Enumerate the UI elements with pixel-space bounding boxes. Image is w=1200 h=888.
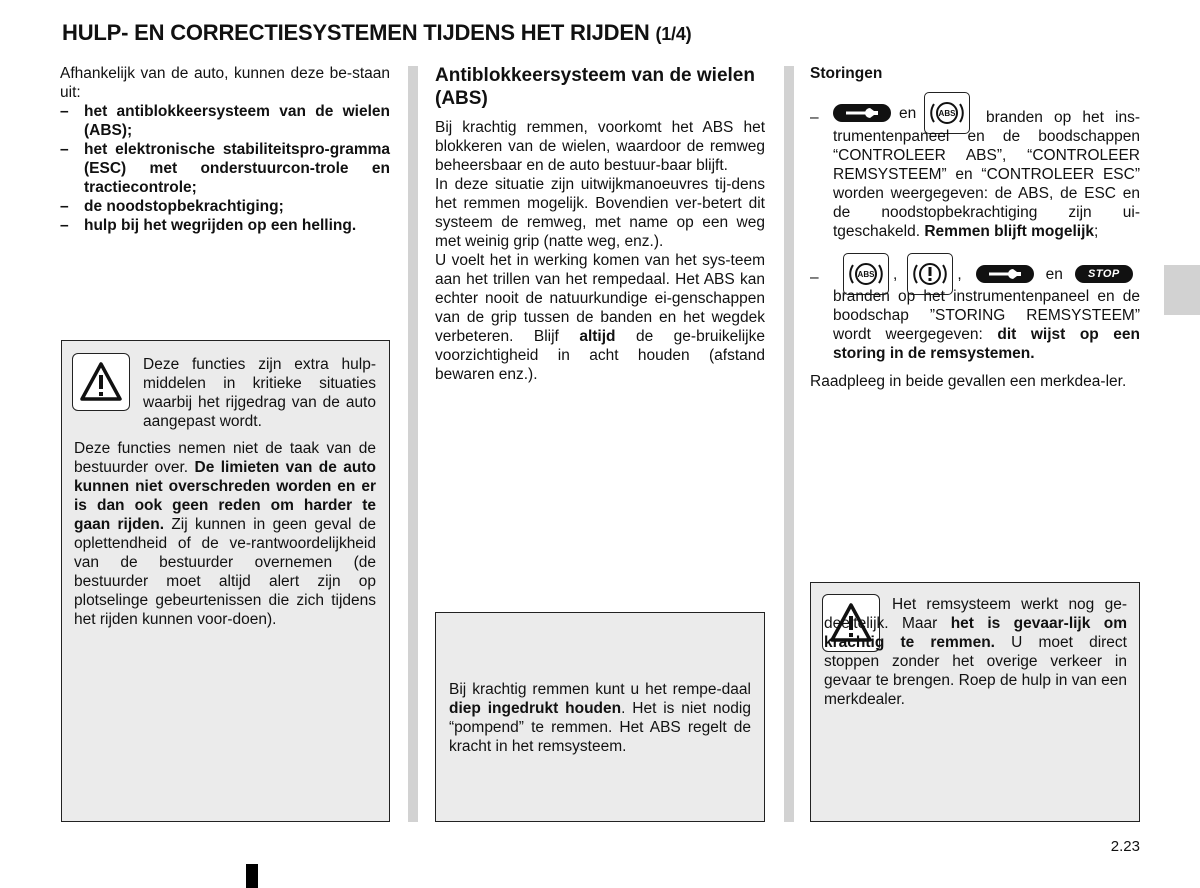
faults-heading: Storingen — [810, 65, 883, 82]
abs-note-box — [435, 612, 765, 822]
abs-paragraph-3: U voelt het in werking komen van het sys-teem aan het trillen van het rempedaal. Het ABS kan echter nooit de natuurkundige ei-genschappen van de grip tussen de banden en het wegdek verbeteren. Blijf altijd de ge-bruikelijke voorzichtigheid in acht houden (afstand bewaren enz.). — [435, 252, 765, 383]
crop-mark — [246, 864, 258, 888]
page-number: 2.23 — [1110, 838, 1140, 855]
left-warning-box — [61, 340, 390, 822]
fault-item-2-text: branden op het instrumentenpaneel en de boodschap ”STORING REMSYSTEEM” wordt weergegeven: dit wijst op een storing in de remsystemen. — [833, 288, 1141, 362]
stop-icon: STOP — [1075, 265, 1133, 283]
feature-list — [60, 102, 390, 235]
title-text: HULP- EN CORRECTIESYSTEMEN TIJDENS HET RIJDEN — [62, 20, 650, 45]
right-warning-text: Het remsysteem werkt nog ge-deeltelijk. Maar het is gevaar-lijk om krachtig te remmen. U moet direct stoppen zonder het overige verkeer in gevaar te brengen. Roep de hulp in van een merkdealer. — [824, 596, 1128, 708]
wrench-icon — [976, 265, 1034, 283]
fault-item-1-icons: en ABS — [833, 92, 970, 134]
list-item: – hulp bij het wegrijden op een helling. — [60, 217, 357, 234]
left-intro: Afhankelijk van de auto, kunnen deze be-staan uit: — [60, 65, 390, 101]
title-part: (1/4) — [655, 24, 692, 44]
warning-text-2: Deze functies nemen niet de taak van de bestuurder over. De limieten van de auto kunnen niet overschreden worden en er is dan ook geen reden om harder te gaan rijden. Zij kunnen in geen geval de oplettendheid of de ve-rantwoordelijkheid van de bestuurder overnemen (de bestuurder moet altijd alert zijn op plotselinge gebeurtenissen die zich tijdens het rijden kunnen voor-doen). — [74, 440, 376, 628]
list-item: – het antiblokkeersysteem van de wielen (ABS); — [60, 103, 390, 139]
warning-triangle-icon — [72, 353, 130, 411]
abs-note-text: Bij krachtig remmen kunt u het rempe-daal diep ingedrukt houden. Het is niet nodig “pompend” te remmen. Het ABS regelt de kracht in het remsysteem. — [449, 681, 751, 755]
fault-item-1-dash: – — [810, 109, 819, 126]
column-divider-left — [408, 66, 418, 822]
section-tab — [1164, 265, 1200, 315]
page-title — [62, 20, 691, 46]
abs-body — [435, 118, 765, 384]
abs-paragraph-2: In deze situatie zijn uitwijkmanoeuvres tij-dens het remmen mogelijk. Bovendien ver-betert dit systeem de remweg, met name op een weg met weinig grip (natte weg, enz.). — [435, 176, 765, 250]
column-divider-right — [784, 66, 794, 822]
list-item: – de noodstopbekrachtiging; — [60, 198, 284, 215]
svg-text:ABS: ABS — [938, 109, 956, 118]
fault-item-1-text: branden op het ins-trumentenpaneel en de boodschappen “CONTROLEER ABS”, “CONTROLEER REMSYSTEEM” en “CONTROLEER ESC” worden weergegeven: de ABS, de ESC en de noodstopbekrachtiging zijn ui-tgeschakeld. Remmen blijft mogelijk; — [833, 109, 1140, 240]
right-warning-box — [810, 582, 1140, 822]
warning-text-1: Deze functies zijn extra hulp-middelen in kritieke situaties waarbij het rijgedrag van de auto aangepast wordt. — [143, 356, 376, 430]
abs-paragraph-1: Bij krachtig remmen, voorkomt het ABS het blokkeren van de wielen, waardoor de remweg beheersbaar en de auto bestuur-baar blijft. — [435, 119, 765, 174]
abs-heading: Antiblokkeersysteem van de wielen (ABS) — [435, 65, 755, 109]
fault-item-2-dash: – — [810, 269, 819, 286]
advice-text: Raadpleeg in beide gevallen een merkdea-ler. — [810, 373, 1127, 390]
list-item: – het elektronische stabiliteitspro-gramma (ESC) met onderstuurcon-trole en tractiecontrole; — [60, 141, 390, 196]
svg-text:ABS: ABS — [857, 270, 875, 279]
fault-item-2-icons: ABS , , en STOP — [843, 254, 1133, 294]
